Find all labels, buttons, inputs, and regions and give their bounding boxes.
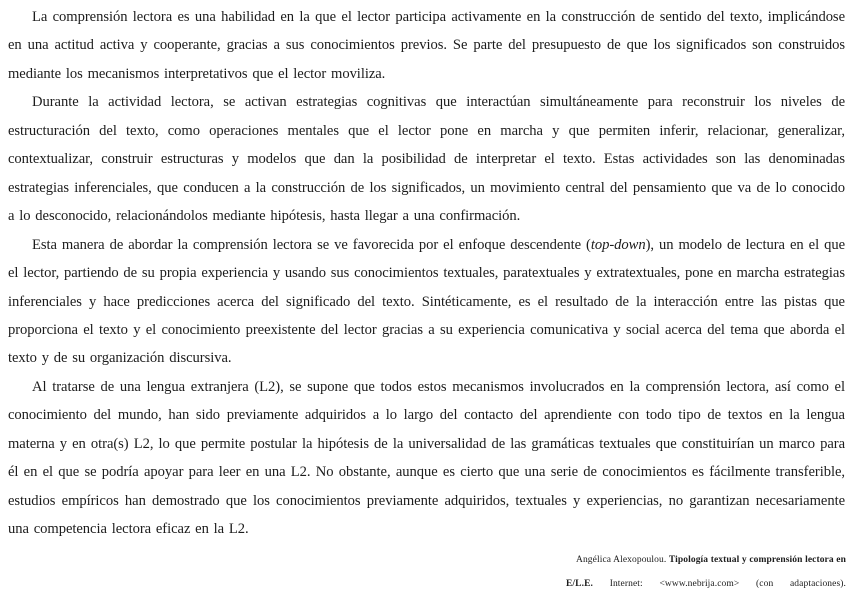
paragraph-1: La comprensión lectora es una habilidad en la que el lector participa activamente en la construcción de sentido del texto, implicándose en una actitud activa y cooperante, gracias a sus conocimientos previos. Se parte del presupuesto de que los significados son construidos mediante los mecanismos interpretativos que el lector moviliza. — [8, 9, 845, 82]
paragraph-4: Al tratarse de una lengua extranjera (L2), se supone que todos estos mecanismos involucrados en la comprensión lectora, así como el conocimiento del mundo, han sido previamente adquiridos a lo largo del contacto del aprendiente con todo tipo de textos en la lengua materna y en otra(s) L2, lo que permite postular la hipótesis de la universalidad de las gramáticas textuales que constituirían un marco para él en el que se podría apoyar para leer en una L2. No obstante, aunque es cierto que una serie de conocimientos es fácilmente transferible, estudios empíricos han demostrado que los conocimientos previamente adquiridos, textuales y experiencias, no garantizan necesariamente una competencia lectora eficaz en la L2. — [8, 378, 845, 538]
paragraph-3-text-continued: ), un modelo de lectura en el que el lector, partiendo de su propia experiencia y usando sus conocimientos textuales, paratextuales y extratextuales, pone en marcha estrategias inferenciales y hace predicciones acerca del significado del texto. Sintéticamente, es el resultado de la interacción entre las pistas que proporciona el texto y el conocimiento preexistente del lector gracias a su experiencia comunicativa y social acerca del tema que aborda el texto y de su organización discursiva. — [8, 236, 846, 367]
paragraph-2: Durante la actividad lectora, se activan estrategias cognitivas que interactúan simultáneamente para reconstruir los niveles de estructuración del texto, como operaciones mentales que el lector pone en marcha y que permiten inferir, relacionar, generalizar, contextualizar, construir estructuras y modelos que dan la posibilidad de interpretar el texto. Estas actividades son las denominadas estrategias inferenciales, que conducen a la construcción de los significados, un movimiento central del pensamiento que va de lo conocido a lo desconocido, relacionándolos mediante hipótesis, hasta llegar a una confirmación. — [8, 94, 845, 225]
citation-author: Angélica Alexopoulou. — [576, 555, 669, 565]
citation-title: Tipología textual y comprensión lectora en E/L.E. — [566, 555, 846, 589]
paragraph-3 — [8, 231, 845, 373]
top-down-term: top-down — [590, 236, 646, 253]
article-body — [8, 3, 845, 544]
citation-reference: Internet: <www.nebrija.com> (con adaptaciones). — [593, 578, 846, 589]
source-citation — [566, 549, 846, 596]
paragraph-3-text: Esta manera de abordar la comprensión lectora se ve favorecida por el enfoque descendente ( — [32, 236, 591, 253]
